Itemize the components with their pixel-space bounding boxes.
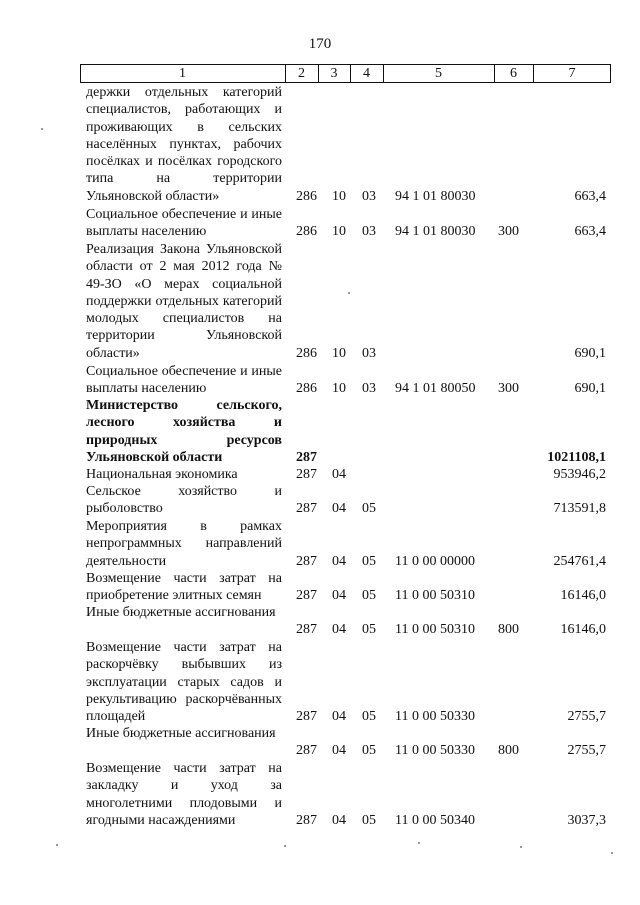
cell-amount: 16146,0 bbox=[560, 622, 606, 638]
cell-expense-type: 300 bbox=[498, 224, 519, 240]
cell-code: 287 bbox=[296, 588, 317, 604]
page-number: 170 bbox=[308, 36, 332, 52]
cell-target: 11 0 00 50310 bbox=[395, 622, 475, 638]
cell-amount: 16146,0 bbox=[560, 588, 606, 604]
cell-section: 10 bbox=[332, 381, 346, 397]
cell-target: 11 0 00 50310 bbox=[395, 588, 475, 604]
header-col-4: 4 bbox=[363, 66, 370, 81]
scan-speck bbox=[611, 852, 613, 854]
cell-expense-type: 300 bbox=[498, 381, 519, 397]
scan-speck bbox=[284, 845, 286, 847]
cell-subsection: 05 bbox=[362, 709, 376, 725]
header-col-5: 5 bbox=[435, 66, 442, 81]
cell-amount: 1021108,1 bbox=[547, 449, 606, 465]
row-description: Сельское хозяйство и рыболовство bbox=[86, 484, 282, 517]
cell-code: 286 bbox=[296, 188, 317, 204]
cell-subsection: 05 bbox=[362, 553, 376, 569]
cell-expense-type: 800 bbox=[498, 743, 519, 759]
cell-amount: 3037,3 bbox=[567, 812, 606, 828]
cell-target: 11 0 00 00000 bbox=[395, 553, 475, 569]
row-description: Возмещение части затрат на приобретение элитных семян bbox=[86, 571, 282, 604]
header-col-3: 3 bbox=[330, 66, 338, 81]
row-description: Министерство сельского, лесного хозяйства и природных ресурсов Ульяновской области bbox=[86, 398, 282, 465]
cell-code: 286 bbox=[296, 381, 317, 397]
cell-amount: 254761,4 bbox=[553, 553, 606, 569]
cell-amount: 663,4 bbox=[574, 224, 606, 240]
cell-code: 286 bbox=[296, 345, 317, 361]
cell-amount: 690,1 bbox=[574, 381, 606, 397]
cell-code: 287 bbox=[296, 743, 317, 759]
row-description: Мероприятия в рамках непрограммных направлений деятельности bbox=[86, 519, 282, 569]
row-description: Национальная экономика bbox=[86, 467, 238, 482]
cell-target: 11 0 00 50340 bbox=[395, 812, 475, 828]
cell-section: 04 bbox=[332, 709, 346, 725]
scan-speck bbox=[348, 292, 350, 294]
cell-target: 94 1 01 80050 bbox=[395, 381, 476, 397]
scan-speck bbox=[520, 846, 522, 848]
scan-speck bbox=[41, 128, 43, 130]
row-description: Возмещение части затрат на закладку и уход за многолетними плодовыми и ягодными насаждениями bbox=[86, 761, 282, 828]
cell-amount: 953946,2 bbox=[553, 467, 606, 482]
cell-code: 287 bbox=[296, 709, 317, 725]
cell-amount: 2755,7 bbox=[567, 709, 606, 725]
cell-amount: 663,4 bbox=[574, 188, 606, 204]
cell-section: 04 bbox=[332, 553, 346, 569]
cell-code: 287 bbox=[296, 553, 317, 569]
cell-subsection: 05 bbox=[362, 743, 376, 759]
cell-code: 287 bbox=[296, 501, 317, 517]
cell-section: 04 bbox=[332, 812, 346, 828]
cell-target: 94 1 01 80030 bbox=[395, 224, 476, 240]
cell-section: 04 bbox=[332, 467, 346, 482]
header-col-1: 1 bbox=[179, 66, 186, 81]
cell-target: 11 0 00 50330 bbox=[395, 743, 475, 759]
cell-subsection: 05 bbox=[362, 501, 376, 517]
cell-target: 11 0 00 50330 bbox=[395, 709, 475, 725]
cell-section: 04 bbox=[332, 743, 346, 759]
header-col-2: 2 bbox=[298, 66, 305, 81]
table-header bbox=[80, 64, 611, 83]
scan-speck bbox=[418, 842, 420, 844]
cell-section: 04 bbox=[332, 622, 346, 638]
row-description: Иные бюджетные ассигнования bbox=[86, 726, 276, 741]
cell-section: 10 bbox=[332, 188, 346, 204]
row-description: держки отдельных категорий специалистов, работающих и проживающих в сельских населённых пунктах, рабочих посёлках и посёлках городского типа на территории Ульяновской области» bbox=[86, 85, 282, 204]
row-description: Иные бюджетные ассигнования bbox=[86, 605, 276, 620]
scan-speck bbox=[56, 844, 58, 846]
cell-subsection: 05 bbox=[362, 622, 376, 638]
cell-subsection: 03 bbox=[362, 345, 376, 361]
cell-subsection: 05 bbox=[362, 812, 376, 828]
cell-expense-type: 800 bbox=[498, 622, 519, 638]
header-col-6: 6 bbox=[510, 66, 517, 81]
cell-subsection: 03 bbox=[362, 224, 376, 240]
cell-section: 04 bbox=[332, 588, 346, 604]
cell-code: 287 bbox=[296, 622, 317, 638]
cell-amount: 713591,8 bbox=[553, 501, 606, 517]
row-description: Социальное обеспечение и иные выплаты населению bbox=[86, 364, 282, 397]
cell-amount: 2755,7 bbox=[567, 743, 606, 759]
cell-code: 287 bbox=[296, 467, 317, 482]
cell-code: 287 bbox=[296, 812, 317, 828]
cell-section: 04 bbox=[332, 501, 346, 517]
row-description: Реализация Закона Ульяновской области от 2 мая 2012 года № 49-ЗО «О мерах социальной поддержки отдельных категорий молодых специалистов на территории Ульяновской области» bbox=[86, 242, 282, 361]
header-col-7: 7 bbox=[568, 66, 576, 81]
cell-subsection: 03 bbox=[362, 188, 376, 204]
row-description: Социальное обеспечение и иные выплаты населению bbox=[86, 207, 282, 240]
cell-target: 94 1 01 80030 bbox=[395, 188, 476, 204]
cell-section: 10 bbox=[332, 345, 346, 361]
row-description: Возмещение части затрат на раскорчёвку выбывших из эксплуатации старых садов и рекультивацию раскорчёванных площадей bbox=[86, 640, 282, 725]
cell-code: 287 bbox=[296, 449, 317, 465]
cell-amount: 690,1 bbox=[574, 345, 606, 361]
cell-subsection: 05 bbox=[362, 588, 376, 604]
cell-code: 286 bbox=[296, 224, 317, 240]
cell-subsection: 03 bbox=[362, 381, 376, 397]
cell-section: 10 bbox=[332, 224, 346, 240]
